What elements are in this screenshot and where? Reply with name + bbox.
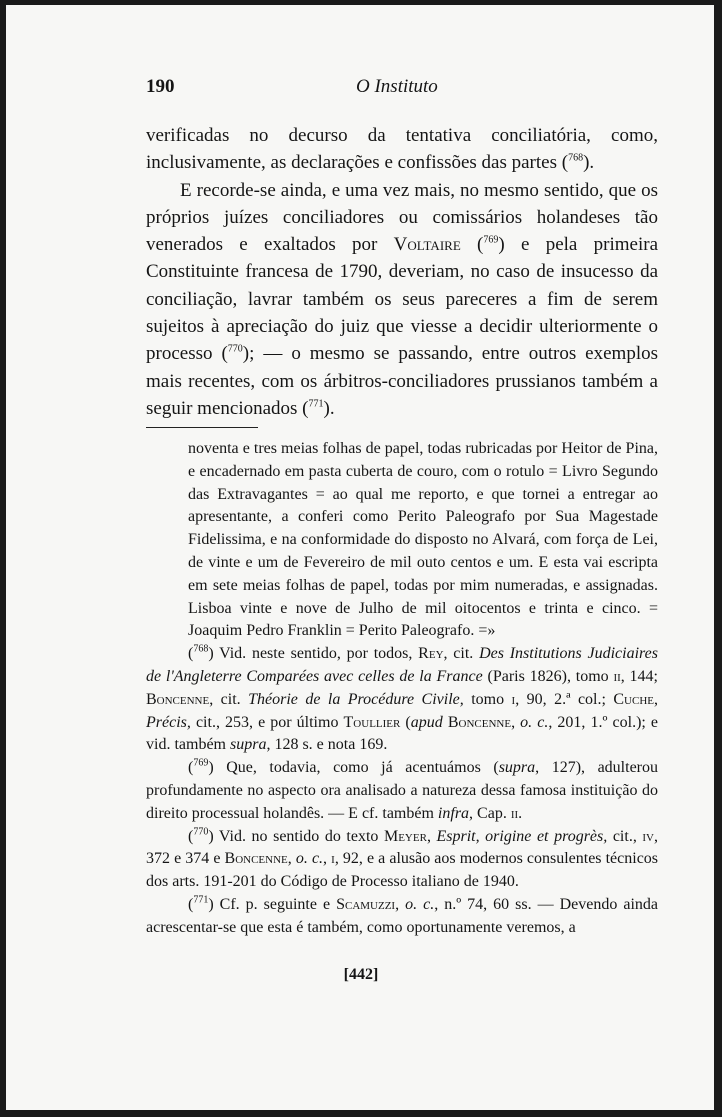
folio-number: [442] xyxy=(343,966,379,983)
paragraph-1: verificadas no decurso da tentativa conciliatória, como, inclusivamente, as declarações e confissões das partes ($^{768}$). xyxy=(146,125,658,174)
footnotes xyxy=(146,438,658,940)
author-name: Voltaire xyxy=(393,234,461,256)
footnote-divider xyxy=(146,427,258,428)
footnote-ref[interactable]: 771 xyxy=(308,398,324,410)
footnote-771: ($^{771}$) Cf. p. seguinte e Scamuzzi, o. c., n.º 74, 60 ss. — Devendo ainda acrescentar-se que esta é também, como oportunamente veremos, a xyxy=(146,894,659,936)
page-number: 190 xyxy=(146,76,175,97)
footnote-769: ($^{769}$) Que, todavia, como já acentuámos (supra, 127), adulterou profundamente no aspecto ora analisado a natureza dessa famosa instituição do direito processual holandês. — E cf. também infra, Cap. ii. xyxy=(146,757,658,822)
footnote-continuation: noventa e tres meias folhas de papel, todas rubricadas por Heitor de Pina, e encadernado em pasta cuberta de couro, com o rotulo = Livro Segundo das Extravagantes = ao qual me reporto, e que tornei a entregar ao apresentante, a conferi como Perito Paleografo por Sua Magestade Fidelissima, e na conformidade do disposto no Alvará, com força de Lei, de vinte e um de Fevereiro de mil outo centos e um. E esta vai escripta em sete meias folhas de papel, todas por mim numeradas, e assignadas. Lisboa vinte e nove de Julho de mil oitocentos e trinta e cinco. = Joaquim Pedro Franklin = Perito Paleografo. =» xyxy=(188,440,658,640)
paragraph-2: E recorde-se ainda, e uma vez mais, no mesmo sentido, que os próprios juízes conciliadores ou comissários holandeses tão venerados e exaltados por Voltaire ($^{769}$) e pela primeira Constituinte francesa de 1790, deveriam, no caso de insucesso da conciliação, lavrar também os seus pareceres a fim de serem sujeitos à apreciação do juiz que viesse a decidir ulteriormente o processo ($^{770}$); — o mesmo se passando, entre outros exemplos mais recentes, com os árbitros-conciliadores prussianos também a seguir mencionados ($^{771}$). xyxy=(146,179,659,419)
footnote-ref[interactable]: 769 xyxy=(483,234,499,246)
footnote-ref[interactable]: 768 xyxy=(568,152,584,164)
main-text xyxy=(146,122,658,422)
footnote-ref[interactable]: 770 xyxy=(227,344,243,356)
running-title: O Instituto xyxy=(356,76,438,97)
footnote-768: ($^{768}$) Vid. neste sentido, por todos, Rey, cit. Des Institutions Judiciaires de l'Angleterre Comparées avec celles de la France (Paris 1826), tomo ii, 144; Boncenne, cit. Théorie de la Procédure Civile, tomo i, 90, 2.ª col.; Cuche, Précis, cit., 253, e por último Toullier (apud Boncenne, o. c., 201, 1.º col.); e vid. também supra, 128 s. e nota 169. xyxy=(146,643,659,754)
page-header xyxy=(146,76,656,106)
footnote-770: ($^{770}$) Vid. no sentido do texto Meyer, Esprit, origine et progrès, cit., iv, 372 e 374 e Boncenne, o. c., i, 92, e a alusão aos modernos consulentes técnicos dos arts. 191-201 do Código de Processo italiano de 1940. xyxy=(146,826,659,891)
